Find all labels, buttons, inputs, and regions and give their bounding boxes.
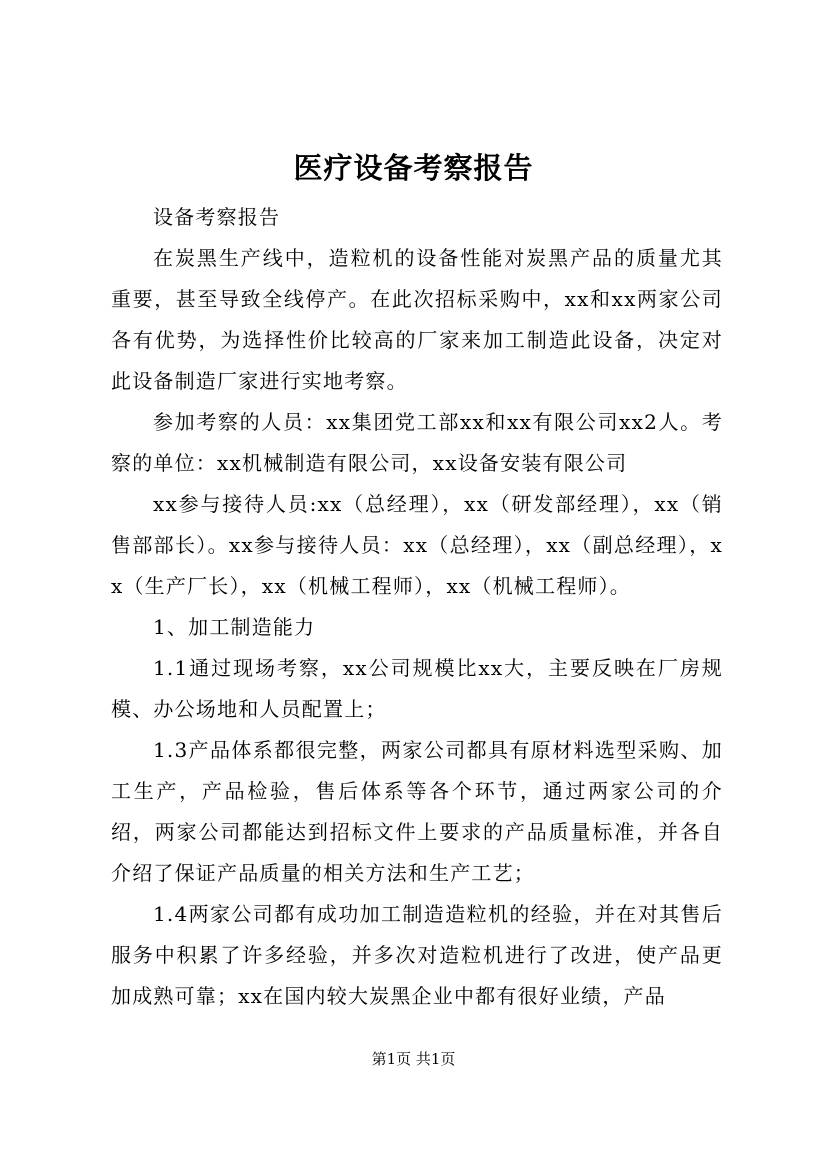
document-body [111,197,723,1017]
page-number-footer: 第1页 共1页 [371,1050,456,1068]
paragraph: 在炭黑生产线中，造粒机的设备性能对炭黑产品的质量尤其重要，甚至导致全线停产。在此次招标采购中，xx和xx两家公司各有优势，为选择性价比较高的厂家来加工制造此设备，决定对此设备制造厂家进行实地考察。 [111,246,723,393]
paragraph: 1.1通过现场考察，xx公司规模比xx大，主要反映在厂房规模、办公场地和人员配置上； [111,656,723,721]
paragraph: 设备考察报告 [153,205,281,229]
paragraph: xx参与接待人员:xx（总经理），xx（研发部经理），xx（销售部部长）。xx参与接待人员：xx（总经理），xx（副总经理），xx（生产厂长），xx（机械工程师），xx（机械工程师）。 [111,492,723,598]
paragraph: 参加考察的人员：xx集团党工部xx和xx有限公司xx2人。考察的单位：xx机械制造有限公司，xx设备安装有限公司 [111,410,723,475]
document-title: 医疗设备考察报告 [293,151,534,185]
paragraph: 1.4两家公司都有成功加工制造造粒机的经验，并在对其售后服务中积累了许多经验，并多次对造粒机进行了改进，使产品更加成熟可靠；xx在国内较大炭黑企业中都有很好业绩，产品 [111,902,723,1008]
paragraph: 1.3产品体系都很完整，两家公司都具有原材料选型采购、加工生产，产品检验，售后体系等各个环节，通过两家公司的介绍，两家公司都能达到招标文件上要求的产品质量标准，并各自介绍了保证产品质量的相关方法和生产工艺； [111,738,723,885]
paragraph: 1、加工制造能力 [153,615,316,639]
